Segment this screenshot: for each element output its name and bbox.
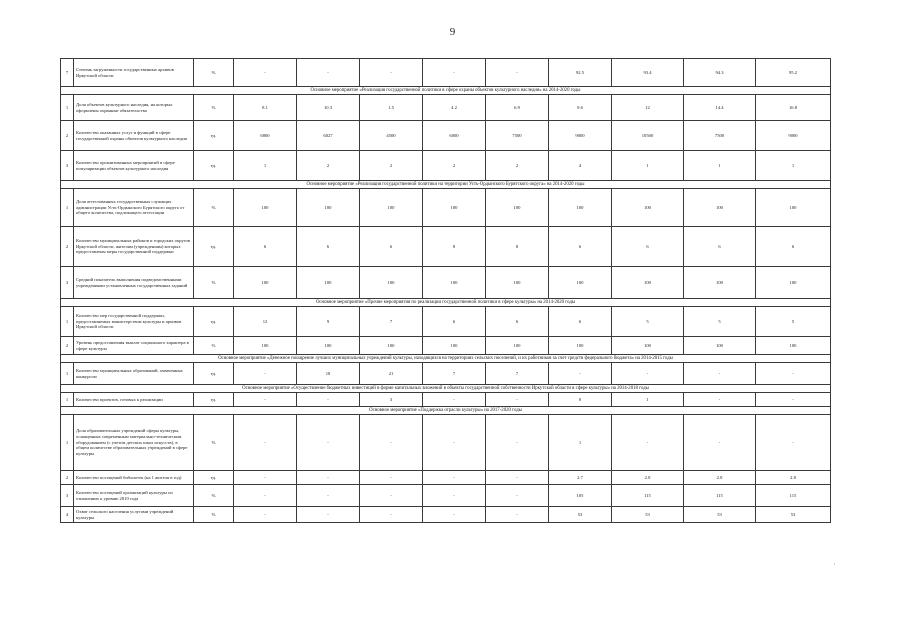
value-cell: 9 (297, 307, 360, 337)
value-cell: - (423, 485, 486, 507)
indicator-name-cell: Охват сельского населения услугами учреждений культуры (74, 507, 194, 523)
page-number: 9 (449, 26, 456, 38)
value-cell: - (297, 415, 360, 471)
value-cell: - (423, 393, 486, 407)
value-cell: 2.8 (612, 471, 684, 485)
value-cell: - (360, 471, 423, 485)
value-cell: - (486, 485, 549, 507)
row-number-cell: 1 (61, 363, 74, 385)
value-cell: 53 (612, 507, 684, 523)
value-cell: 93.4 (612, 59, 684, 87)
unit-cell: ед. (194, 363, 234, 385)
value-cell: 9.6 (549, 95, 612, 121)
value-cell: 100 (297, 267, 360, 299)
value-cell: 100 (486, 337, 549, 355)
value-cell: 7500 (486, 121, 549, 151)
value-cell: 100 (297, 189, 360, 227)
value-cell: 2.8 (684, 471, 756, 485)
value-cell: 100 (549, 267, 612, 299)
value-cell: - (612, 363, 684, 385)
section-title: Основное мероприятие «Осуществление бюджетных инвестиций в форме капитальных вложений в объекты государственной собственности Иркутской области в сфере культуры» на 2014-2018 годы (61, 385, 831, 393)
section-header-row (61, 87, 831, 95)
indicator-name-cell: Доля аттестованных государственных служащих администрации Усть-Ордынского Бурятского округа от общего количества, подлежащего аттестации (74, 189, 194, 227)
section-title: Основное мероприятие «Денежное поощрение лучших муниципальных учреждений культуры, находящихся на территориях сельских поселений, и их работников за счет средств федерального бюджета» на 2014-2015 годы (61, 355, 831, 363)
value-cell: 115 (684, 485, 756, 507)
value-cell: 2 (423, 151, 486, 181)
value-cell: 10.3 (297, 95, 360, 121)
indicator-name-cell: Количество мер государственной поддержки, предоставляемых министерством культуры и архивов Иркутской области (74, 307, 194, 337)
value-cell: 4500 (360, 121, 423, 151)
value-cell: 100 (684, 189, 756, 227)
table-row (61, 393, 831, 407)
row-number-cell: 2 (61, 121, 74, 151)
value-cell: 1.5 (360, 95, 423, 121)
value-cell: 100 (360, 189, 423, 227)
value-cell: 100 (612, 337, 684, 355)
value-cell: 6 (549, 307, 612, 337)
value-cell: 1 (612, 393, 684, 407)
row-number-cell: 3 (61, 267, 74, 299)
section-title: Основное мероприятие «Поддержка отрасли культуры» на 2017-2020 годы (61, 407, 831, 415)
row-number-cell: 3 (61, 485, 74, 507)
row-number-cell: 1 (61, 307, 74, 337)
value-cell: 9000 (549, 121, 612, 151)
value-cell: - (360, 485, 423, 507)
section-title: Основное мероприятие «Реализация государственной политики на территории Усть-Ордынского Бурятского округа» на 2014-2020 годы (61, 181, 831, 189)
section-title: Основное мероприятие «Реализация государственной политики в сфере охраны объектов культурного наследия» на 2014-2020 годы (61, 87, 831, 95)
row-number-cell: 2 (61, 471, 74, 485)
row-number-cell: 7 (61, 59, 74, 87)
value-cell: 7 (423, 363, 486, 385)
indicator-name-cell: Степень загруженности государственных архивов Иркутской области (74, 59, 194, 87)
value-cell: 53 (684, 507, 756, 523)
value-cell: 1 (612, 151, 684, 181)
value-cell: - (486, 471, 549, 485)
value-cell: - (234, 471, 297, 485)
table-row (61, 121, 831, 151)
value-cell: - (756, 393, 831, 407)
value-cell: - (549, 363, 612, 385)
value-cell: 10500 (612, 121, 684, 151)
table-row (61, 471, 831, 485)
value-cell: 4.2 (423, 95, 486, 121)
section-header-row (61, 355, 831, 363)
value-cell: 6000 (423, 121, 486, 151)
indicator-name-cell: Количество муниципальных районов и городских округов Иркутской области, жителям (учреждениям) которых предоставлены меры государственной поддержки (74, 227, 194, 267)
section-header-row (61, 385, 831, 393)
value-cell: - (297, 485, 360, 507)
value-cell: 3 (360, 393, 423, 407)
value-cell: 92.5 (549, 59, 612, 87)
section-header-row (61, 407, 831, 415)
value-cell: 14.4 (684, 95, 756, 121)
value-cell: 8 (486, 227, 549, 267)
value-cell: 100 (756, 267, 831, 299)
row-number-cell: 1 (61, 189, 74, 227)
value-cell: 5 (684, 307, 756, 337)
value-cell: 6800 (234, 121, 297, 151)
unit-cell: % (194, 189, 234, 227)
value-cell: 6 (756, 227, 831, 267)
value-cell: 94.3 (684, 59, 756, 87)
value-cell: - (423, 415, 486, 471)
value-cell: 6 (297, 227, 360, 267)
unit-cell: % (194, 337, 234, 355)
unit-cell: ед. (194, 121, 234, 151)
value-cell: 12 (612, 95, 684, 121)
value-cell: 16.8 (756, 95, 831, 121)
value-cell: 2.7 (549, 471, 612, 485)
indicator-name-cell: Уровень предоставления выплат социального характера в сфере культуры (74, 337, 194, 355)
value-cell: 100 (612, 267, 684, 299)
value-cell: 8 (423, 227, 486, 267)
value-cell: 100 (360, 267, 423, 299)
indicator-name-cell: Количество проектов, готовых к реализации (74, 393, 194, 407)
value-cell: - (423, 507, 486, 523)
unit-cell: ед. (194, 393, 234, 407)
value-cell: - (234, 485, 297, 507)
value-cell: 100 (612, 189, 684, 227)
value-cell: 100 (684, 267, 756, 299)
unit-cell: ед. (194, 307, 234, 337)
value-cell: 100 (756, 189, 831, 227)
value-cell: 5 (756, 307, 831, 337)
value-cell: 2 (486, 151, 549, 181)
table-row (61, 415, 831, 471)
unit-cell: % (194, 415, 234, 471)
value-cell: - (234, 59, 297, 87)
value-cell: 53 (549, 507, 612, 523)
value-cell: 100 (486, 267, 549, 299)
value-cell: - (486, 59, 549, 87)
value-cell: - (297, 59, 360, 87)
value-cell: 100 (423, 267, 486, 299)
value-cell: 6 (549, 227, 612, 267)
value-cell: - (684, 393, 756, 407)
value-cell: 100 (684, 337, 756, 355)
value-cell: 1 (756, 151, 831, 181)
row-number-cell: 4 (61, 507, 74, 523)
value-cell: 100 (423, 337, 486, 355)
value-cell: 100 (234, 267, 297, 299)
table-row (61, 363, 831, 385)
value-cell: 100 (549, 189, 612, 227)
row-number-cell: 1 (61, 393, 74, 407)
value-cell: - (684, 415, 756, 471)
value-cell: 2 (297, 151, 360, 181)
value-cell: 6 (423, 307, 486, 337)
value-cell: 53 (756, 507, 831, 523)
table-row (61, 307, 831, 337)
value-cell: - (486, 415, 549, 471)
unit-cell: ед. (194, 227, 234, 267)
margin-mark: , (834, 561, 836, 566)
indicator-name-cell: Средний показатель выполнения подведомственными учреждениями установленных государственных заданий (74, 267, 194, 299)
value-cell: 6 (684, 227, 756, 267)
row-number-cell: 1 (61, 415, 74, 471)
table-row (61, 485, 831, 507)
value-cell: 115 (612, 485, 684, 507)
value-cell: 95.2 (756, 59, 831, 87)
value-cell: - (486, 507, 549, 523)
value-cell: 6 (360, 227, 423, 267)
value-cell: - (234, 507, 297, 523)
indicator-name-cell: Количество организованных мероприятий в сфере популяризации объектов культурного наследия (74, 151, 194, 181)
table-row (61, 267, 831, 299)
indicator-name-cell: Доля объектов культурного наследия, на которых оформлены охранные обязательства (74, 95, 194, 121)
indicator-name-cell: Количество посещений библиотек (на 1 жителя в год) (74, 471, 194, 485)
value-cell: 6027 (297, 121, 360, 151)
value-cell: 6.9 (486, 95, 549, 121)
value-cell: - (684, 363, 756, 385)
value-cell: 2 (360, 151, 423, 181)
value-cell: 100 (297, 337, 360, 355)
indicator-name-cell: Количество муниципальных образований, охваченных конкурсом (74, 363, 194, 385)
section-header-row (61, 299, 831, 307)
value-cell: - (423, 471, 486, 485)
value-cell: - (360, 59, 423, 87)
section-header-row (61, 181, 831, 189)
value-cell: 6 (486, 307, 549, 337)
value-cell: 9000 (756, 121, 831, 151)
value-cell: 1 (684, 151, 756, 181)
unit-cell: % (194, 267, 234, 299)
value-cell: - (234, 363, 297, 385)
value-cell: 6 (612, 227, 684, 267)
row-number-cell: 2 (61, 337, 74, 355)
unit-cell: % (194, 59, 234, 87)
value-cell: - (486, 393, 549, 407)
value-cell: - (360, 415, 423, 471)
unit-cell: % (194, 485, 234, 507)
value-cell: 21 (360, 363, 423, 385)
row-number-cell: 2 (61, 227, 74, 267)
unit-cell: ед. (194, 471, 234, 485)
table-row (61, 507, 831, 523)
value-cell: - (234, 415, 297, 471)
value-cell: - (297, 393, 360, 407)
indicator-name-cell: Количество посещений организаций культуры по отношению к уровню 2010 года (74, 485, 194, 507)
indicator-name-cell: Количество оказанных услуг и функций в сфере государственной охраны объектов культурного наследия (74, 121, 194, 151)
indicators-table (60, 58, 831, 523)
value-cell: 100 (756, 337, 831, 355)
table-row (61, 189, 831, 227)
value-cell: 1 (234, 151, 297, 181)
unit-cell: % (194, 507, 234, 523)
value-cell: 0 (549, 393, 612, 407)
row-number-cell: 3 (61, 151, 74, 181)
value-cell: 8.1 (234, 95, 297, 121)
value-cell: 100 (423, 189, 486, 227)
table-row (61, 337, 831, 355)
value-cell: 115 (756, 485, 831, 507)
value-cell: - (297, 507, 360, 523)
value-cell: 105 (549, 485, 612, 507)
value-cell: - (756, 415, 831, 471)
table-row (61, 227, 831, 267)
value-cell: 6 (234, 227, 297, 267)
value-cell: - (297, 471, 360, 485)
table-row (61, 95, 831, 121)
value-cell: - (234, 393, 297, 407)
value-cell: 2.8 (756, 471, 831, 485)
value-cell: 5 (612, 307, 684, 337)
value-cell: 100 (360, 337, 423, 355)
unit-cell: % (194, 95, 234, 121)
indicator-name-cell: Доля образовательных учреждений сферы культуры, оснащенных современным материально-техническим оборудованием (с учетом детских школ искусств), в общем количестве образовательных учреждений в сфере культуры (74, 415, 194, 471)
value-cell: 7 (486, 363, 549, 385)
table-row (61, 151, 831, 181)
value-cell: 1 (549, 415, 612, 471)
value-cell: 7 (360, 307, 423, 337)
section-title: Основное мероприятие «Прочие мероприятия по реализации государственной политики в сфере культуры» на 2014-2020 годы (61, 299, 831, 307)
value-cell: 4 (549, 151, 612, 181)
value-cell: 18 (297, 363, 360, 385)
value-cell: - (612, 415, 684, 471)
unit-cell: ед. (194, 151, 234, 181)
value-cell: 100 (234, 337, 297, 355)
value-cell: 100 (234, 189, 297, 227)
value-cell: - (756, 363, 831, 385)
value-cell: 12 (234, 307, 297, 337)
value-cell: - (423, 59, 486, 87)
table-row (61, 59, 831, 87)
value-cell: 7500 (684, 121, 756, 151)
table-body (61, 59, 831, 523)
value-cell: 100 (486, 189, 549, 227)
value-cell: - (360, 507, 423, 523)
row-number-cell: 1 (61, 95, 74, 121)
value-cell: 100 (549, 337, 612, 355)
